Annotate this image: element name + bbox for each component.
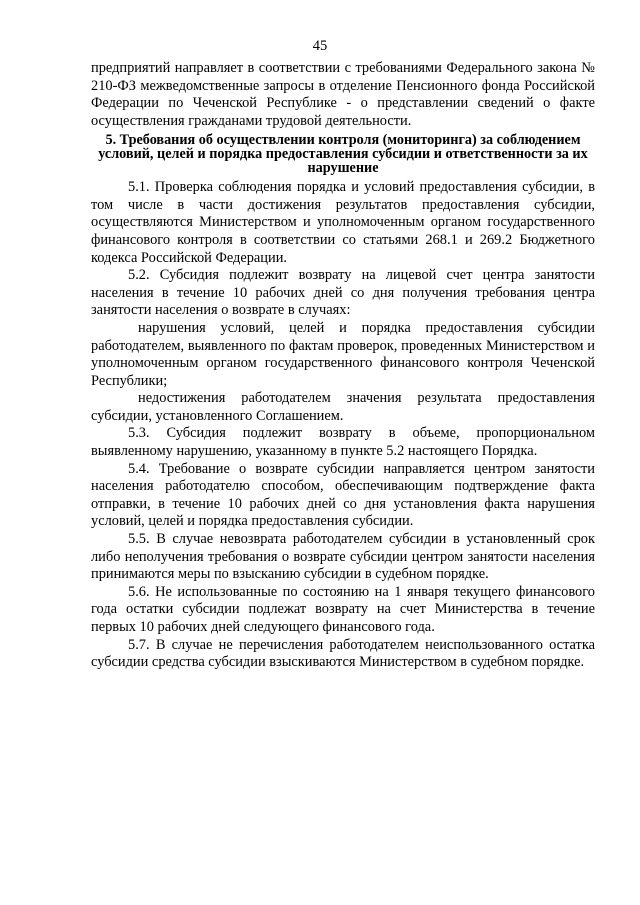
paragraph-5-2-case-2: недостижения работодателем значения результата предоставления субсидии, установленного Соглашением. [91,390,595,424]
paragraph-5-3: 5.3. Субсидия подлежит возврату в объеме, пропорциональном выявленному нарушению, указанному в пункте 5.2 настоящего Порядка. [91,425,595,460]
paragraph-5-5: 5.5. В случае невозврата работодателем субсидии в установленный срок либо неполучения требования о возврате субсидии центром занятости населения принимаются меры по взысканию субсидии в судебном порядке. [91,531,595,583]
paragraph-5-4: 5.4. Требование о возврате субсидии направляется центром занятости населения работодателю способом, обеспечивающим подтверждение факта отправки, в течение 10 рабочих дней со дня установления факта нарушения условий, целей и порядка предоставления субсидии. [91,460,595,530]
paragraph-5-2-case-1: нарушения условий, целей и порядка предоставления субсидии работодателем, выявленного по фактам проверок, проведенных Министерством и уполномоченным органом государственного финансового контроля Чеченской Республики; [91,319,595,389]
paragraph-5-1: 5.1. Проверка соблюдения порядка и условий предоставления субсидии, в том числе в части достижения результатов предоставления субсидии, осуществляются Министерством и уполномоченным органом государственного финансового контроля в соответствии со статьями 268.1 и 269.2 Бюджетного кодекса Российской Федерации. [91,179,595,266]
document-body [91,60,595,672]
paragraph-5-7: 5.7. В случае не перечисления работодателем неиспользованного остатка субсидии средства субсидии взыскиваются Министерством в судебном порядке. [91,636,595,671]
paragraph-5-2: 5.2. Субсидия подлежит возврату на лицевой счет центра занятости населения в течение 10 рабочих дней со дня получения требования центра занятости населения о возврате в случаях: [91,267,595,319]
intro-paragraph: предприятий направляет в соответствии с требованиями Федерального закона № 210-ФЗ межведомственные запросы в отделение Пенсионного фонда Российской Федерации по Чеченской Республике - о представлении сведений о факте осуществления гражданами трудовой деятельности. [91,60,595,129]
paragraph-5-6: 5.6. Не использованные по состоянию на 1 января текущего финансового года остатки субсидии подлежат возврату на счет Министерства в течение первых 10 рабочих дней следующего финансового года. [91,583,595,635]
section-heading: 5. Требования об осуществлении контроля (мониторинга) за соблюдением условий, целей и порядка предоставления субсидии и ответственности за их нарушение [98,132,588,176]
page-number: 45 [312,38,328,54]
